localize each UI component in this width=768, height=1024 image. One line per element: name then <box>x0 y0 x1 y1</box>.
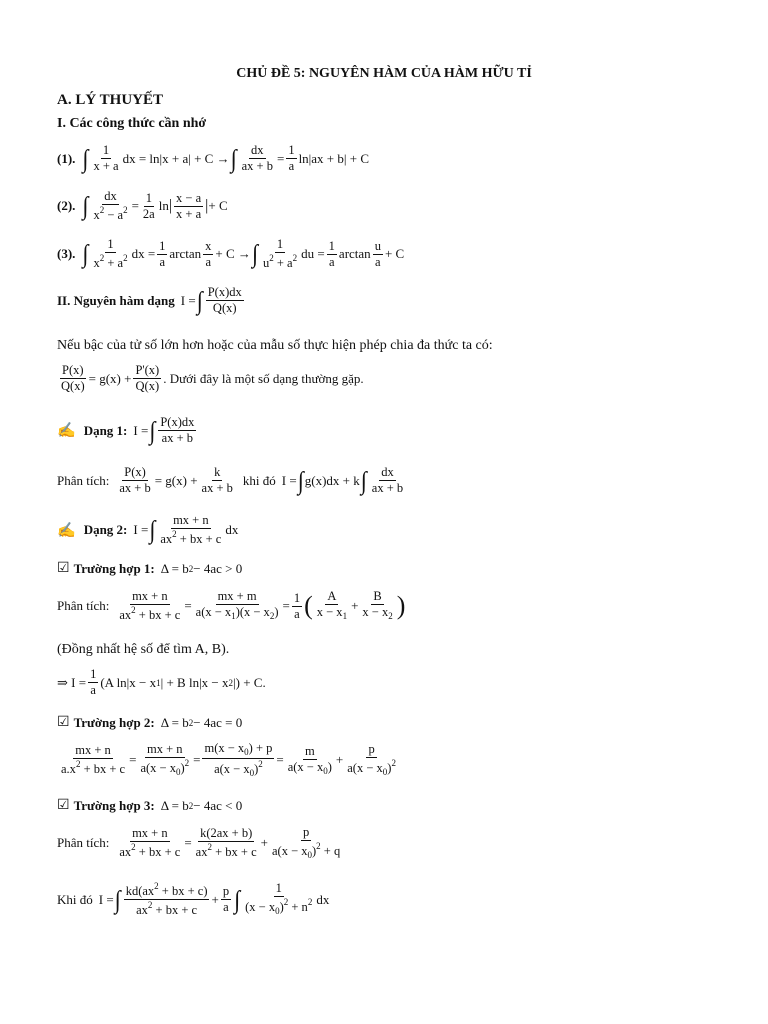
case-2-analysis: $\frac{mx + n}{a.x^2 + bx + c}$ = $\frac{mx + n}{a(x - x_0)^2}$ = $\frac{m(x - x_0) + p}{a(x - x_0)^2}$ = $\frac{m}{a(x - x_0)}$ + $\frac{p}{a(x - x_0)^2}$ <box>61 741 396 779</box>
checkbox-checked-icon: ☑ <box>57 798 70 813</box>
page-title: CHỦ ĐỀ 5: NGUYÊN HÀM CỦA HÀM HỮU TỈ <box>236 66 532 81</box>
case-3-label: Trường hợp 3: <box>73 797 155 813</box>
case-1-analysis: Phân tích: $\frac{mx + n}{ax^2 + bx + c}$ = $\frac{mx + m}{a(x - x_1)(x - x_2)}$ = $\frac{1}{a}$ ( $\frac{A}{x - x_1}$ + $\frac{B}{x - x_2}$ ) <box>57 589 406 623</box>
case-1-result: ⇒ I = $\frac{1}{a}$ (A ln|x − x 1 | + B ln|x − x 2 |) + C. <box>57 667 266 698</box>
hand-pointing-icon: ✍ <box>57 522 76 539</box>
phan-tich-label-1: Phân tích: <box>57 472 110 488</box>
case-3-analysis: Phân tích: $\frac{mx + n}{ax^2 + bx + c}$ = $\frac{k(2ax + b)}{ax^2 + bx + c}$ + $\frac{p}{a(x - x_0)^2 + q}$ <box>57 825 341 861</box>
khi-do-label: khi đó <box>242 472 276 488</box>
checkbox-checked-icon: ☑ <box>57 561 70 576</box>
section-2-heading: II. Nguyên hàm dạng I = ∫ $\frac{P(x)dx}{Q(x)}$ <box>57 285 242 316</box>
formula-3: (3). ∫ $\frac{1}{x^2 + a^2}$ dx = $\frac{1}{a}$ arctan $\frac{x}{a}$ + C → ∫ $\frac{1}{u^2 + a^2}$ du = $\frac{1}{a}$ arctan $\frac{u}{a}$ + C <box>57 237 405 271</box>
section-a-heading: A. LÝ THUYẾT <box>57 92 163 108</box>
formula-3-label: (3). <box>57 246 76 262</box>
dong-nhat-text: (Đồng nhất hệ số để tìm A, B). <box>57 642 230 657</box>
case-1-label: Trường hợp 1: <box>73 560 155 576</box>
intro-text: Nếu bậc của tử số lớn hơn hoặc của mẫu số thực hiện phép chia đa thức ta có: <box>57 338 493 353</box>
phan-tich-label-3: Phân tích: <box>57 835 110 851</box>
dang-1: ✍ Dạng 1: I = ∫ $\frac{P(x)dx}{ax + b}$ <box>57 415 195 446</box>
section-2-label: II. Nguyên hàm dạng <box>57 292 175 308</box>
formula-2-label: (2). <box>57 198 76 214</box>
phan-tich-label-2: Phân tích: <box>57 598 110 614</box>
formula-2: (2). ∫ $\frac{dx}{x^2 - a^2}$ = $\frac{1}{2a}$ ln | $\frac{x - a}{x + a}$ | + C <box>57 189 228 223</box>
hand-pointing-icon: ✍ <box>57 423 76 440</box>
formula-1-label: (1). <box>57 150 76 166</box>
division-formula: $\frac{P(x)}{Q(x)}$ = g(x) + $\frac{P'(x)}{Q(x)}$ . Dưới đây là một số dạng thường gặp. <box>61 363 364 394</box>
case-3-result: Khi đó I = ∫ $\frac{kd(ax^2 + bx + c)}{ax^2 + bx + c}$ + $\frac{p}{a}$ ∫ $\frac{1}{(x - x_0)^2 + n^2}$ dx <box>57 881 330 918</box>
dang-1-analysis: Phân tích: $\frac{P(x)}{ax + b}$ = g(x) + $\frac{k}{ax + b}$ khi đó I = ∫ g(x)dx + k ∫ $\frac{dx}{ax + b}$ <box>57 465 404 496</box>
dang-1-label: Dạng 1: <box>83 422 128 438</box>
intro-tail: . Dưới đây là một số dạng thường gặp. <box>163 370 364 386</box>
formula-1: (1). ∫ $\frac{1}{x + a}$ dx = ln|x + a| + C → ∫ $\frac{dx}{ax + b}$ = $\frac{1}{a}$ ln|ax + b| + C <box>57 143 369 174</box>
case-2: ☑ Trường hợp 2: Δ = b 2 − 4ac = 0 <box>57 714 243 730</box>
dang-2: ✍ Dạng 2: I = ∫ $\frac{mx + n}{ax^2 + bx + c}$ dx <box>57 513 239 547</box>
section-1-heading: I. Các công thức cần nhớ <box>57 116 207 131</box>
case-2-label: Trường hợp 2: <box>73 714 155 730</box>
case-1: ☑ Trường hợp 1: Δ = b 2 − 4ac > 0 <box>57 560 243 576</box>
checkbox-checked-icon: ☑ <box>57 715 70 730</box>
case-3: ☑ Trường hợp 3: Δ = b 2 − 4ac < 0 <box>57 797 243 813</box>
khi-do-cap-label: Khi đó <box>57 891 93 907</box>
dang-2-label: Dạng 2: <box>83 522 128 538</box>
